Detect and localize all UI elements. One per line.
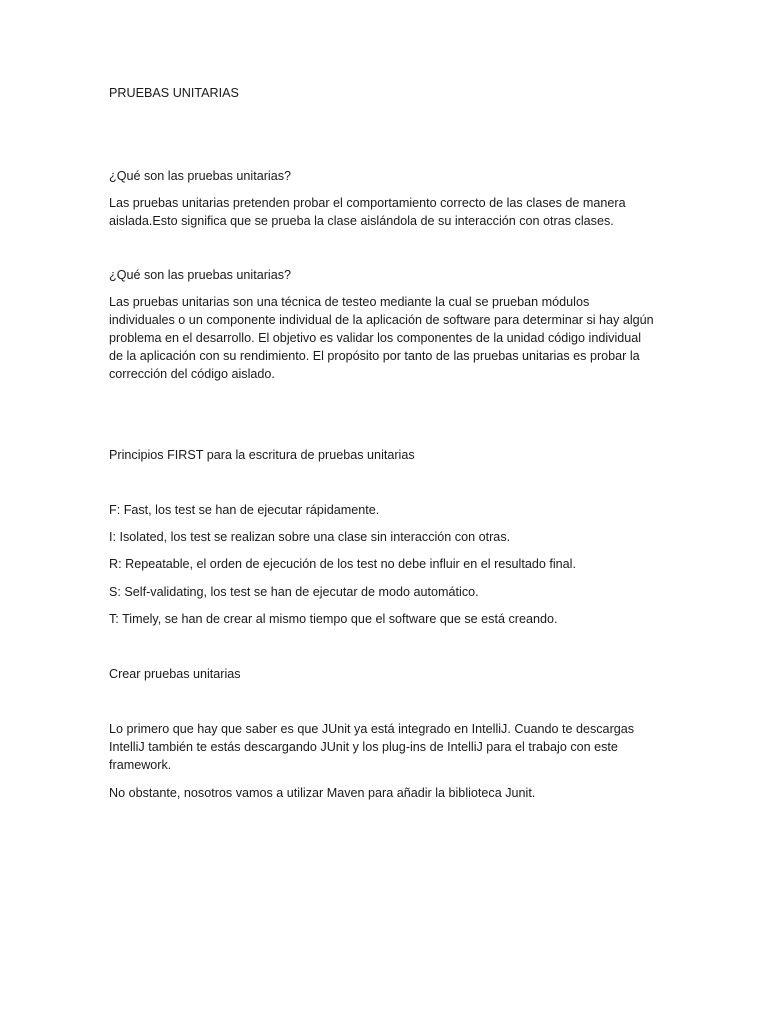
paragraph-junit-intellij: Lo primero que hay que saber es que JUnit ya está integrado en IntelliJ. Cuando te descargas IntelliJ también te estás descargando JUnit y los plug-ins de IntelliJ para el trabajo con este framework. (109, 722, 635, 772)
paragraph-unit-tests-definition-2: Las pruebas unitarias son una técnica de testeo mediante la cual se prueban módulos individuales o un componente individual de la aplicación de software para determinar si hay algún problema en el desarrollo. El objetivo es validar los componentes de la unidad código individual de la aplicación con su rendimiento. El propósito por tanto de las pruebas unitarias es probar la corrección del código aislado. (109, 295, 654, 381)
section-heading-first-principles: Principios FIRST para la escritura de pruebas unitarias (109, 448, 415, 462)
paragraph-maven-junit: No obstante, nosotros vamos a utilizar Maven para añadir la biblioteca Junit. (109, 786, 536, 800)
section-heading-what-are-unit-tests-2: ¿Qué son las pruebas unitarias? (109, 268, 292, 282)
section-heading-what-are-unit-tests-1: ¿Qué son las pruebas unitarias? (109, 169, 292, 183)
paragraph-unit-tests-definition-1: Las pruebas unitarias pretenden probar el comportamiento correcto de las clases de manera aislada.Esto significa que se prueba la clase aislándola de su interacción con otras clases. (109, 196, 626, 228)
list-item-first-s: S: Self-validating, los test se han de ejecutar de modo automático. (109, 585, 479, 599)
list-item-first-f: F: Fast, los test se han de ejecutar rápidamente. (109, 503, 380, 517)
document-title: PRUEBAS UNITARIAS (109, 86, 239, 100)
list-item-first-i: I: Isolated, los test se realizan sobre una clase sin interacción con otras. (109, 530, 511, 544)
list-item-first-t: T: Timely, se han de crear al mismo tiempo que el software que se está creando. (109, 612, 558, 626)
section-heading-create-unit-tests: Crear pruebas unitarias (109, 667, 241, 681)
list-item-first-r: R: Repeatable, el orden de ejecución de los test no debe influir en el resultado final. (109, 557, 576, 571)
